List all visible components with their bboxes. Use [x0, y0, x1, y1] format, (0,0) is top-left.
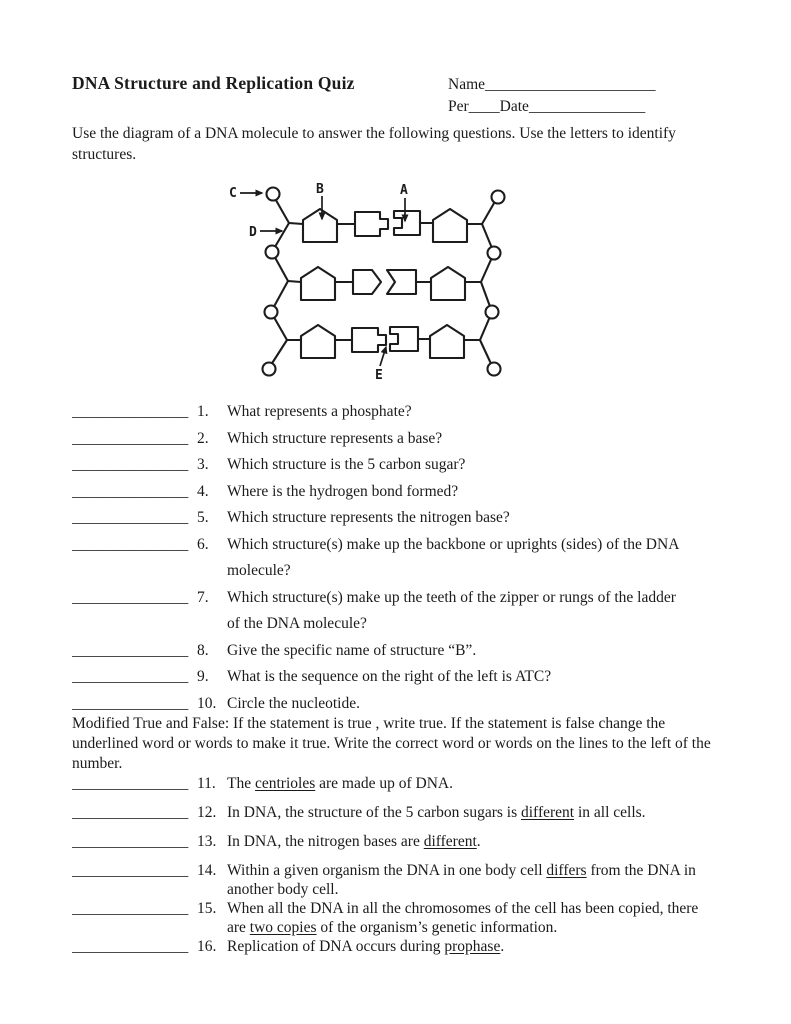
question-row	[72, 664, 734, 691]
text-segment: are made up of DNA.	[315, 775, 453, 792]
answer-blank[interactable]: _______________	[72, 862, 189, 879]
question-text-line	[227, 532, 734, 559]
phosphate-circle	[492, 191, 505, 204]
phosphate-circle	[488, 247, 501, 260]
question-row	[72, 832, 734, 852]
text-segment: in all cells.	[574, 804, 646, 821]
sugar-pentagon	[430, 325, 464, 358]
question-text	[227, 532, 734, 585]
question-row	[72, 426, 734, 453]
diagram-label-b: B	[316, 182, 324, 197]
text-segment: Where is the hydrogen bond formed?	[227, 482, 459, 500]
question-text	[227, 426, 734, 453]
sugar-pentagon	[301, 267, 335, 300]
question-text-line	[227, 832, 734, 852]
name-blank-field[interactable]: ______________________	[485, 76, 656, 93]
sugar-pentagon	[433, 209, 467, 242]
question-text	[227, 861, 734, 899]
underlined-term: different	[423, 833, 477, 850]
text-segment: Which structure represents a base?	[227, 429, 443, 447]
question-row	[72, 452, 734, 479]
tf-intro-line: number.	[72, 755, 123, 772]
underlined-term: centrioles	[254, 775, 316, 792]
question-text-line	[227, 611, 734, 638]
question-row	[72, 803, 734, 823]
nitrogen-base-tab	[355, 212, 388, 236]
text-segment: Which structure is the 5 carbon sugar?	[227, 456, 466, 473]
per-label: Per	[448, 98, 469, 115]
text-segment: Which structure(s) make up the backbone or uprights (sides) of the DNA	[227, 535, 680, 553]
question-text-line	[227, 426, 734, 453]
phosphate-circle	[265, 306, 278, 319]
answer-blank[interactable]: _______________	[72, 775, 189, 792]
question-text	[227, 452, 734, 479]
phosphate-circle	[486, 306, 499, 319]
question-number: 11.	[197, 775, 216, 792]
question-list-diagram	[72, 399, 734, 717]
text-segment: Within a given organism the DNA in one body cell	[227, 862, 547, 879]
question-text	[227, 832, 734, 852]
answer-blank[interactable]: _______________	[72, 641, 189, 659]
text-segment: from the DNA in	[586, 862, 696, 879]
text-segment: Which structure represents the nitrogen base?	[227, 509, 510, 526]
question-row	[72, 899, 734, 937]
text-segment: are	[227, 919, 250, 936]
question-text	[227, 479, 734, 506]
text-segment: Give the specific name of structure “B”.	[227, 641, 477, 659]
date-blank-field[interactable]: _______________	[528, 98, 646, 115]
question-text-line	[227, 585, 734, 612]
question-number: 1.	[197, 403, 209, 420]
diagram-label-d: D	[249, 225, 257, 240]
label-e-arrow	[380, 347, 386, 366]
question-number: 3.	[197, 456, 209, 473]
phosphate-circle	[267, 188, 280, 201]
answer-blank[interactable]: _______________	[72, 456, 189, 473]
nitrogen-base-notch	[390, 327, 418, 351]
question-text-line	[227, 479, 734, 506]
question-number: 4.	[197, 482, 209, 500]
per-date-line	[448, 96, 656, 118]
page-title: DNA Structure and Replication Quiz	[72, 73, 355, 93]
question-row	[72, 585, 734, 638]
answer-blank[interactable]: _______________	[72, 535, 189, 553]
question-number: 12.	[197, 804, 217, 821]
question-row	[72, 861, 734, 899]
nitrogen-base-chevron	[387, 270, 416, 294]
text-segment: In DNA, the nitrogen bases are	[227, 833, 424, 850]
dna-diagram	[228, 178, 508, 385]
answer-blank[interactable]: _______________	[72, 938, 189, 955]
question-row	[72, 399, 734, 426]
underlined-term: two copies	[249, 919, 317, 936]
question-text	[227, 899, 734, 937]
text-segment: Circle the nucleotide.	[227, 694, 360, 712]
true-false-instructions	[72, 714, 734, 774]
text-segment: Which structure(s) make up the teeth of the zipper or rungs of the ladder	[227, 588, 676, 606]
question-text-line	[227, 937, 734, 956]
question-text-line	[227, 880, 734, 899]
answer-blank[interactable]: _______________	[72, 804, 189, 821]
question-text	[227, 638, 734, 665]
answer-blank[interactable]: _______________	[72, 900, 189, 917]
text-segment: In DNA, the structure of the 5 carbon sugars is	[227, 804, 521, 821]
text-segment: What is the sequence on the right of the left is ATC?	[227, 668, 552, 685]
phosphate-circle	[263, 363, 276, 376]
question-number: 13.	[197, 833, 217, 850]
answer-blank[interactable]: _______________	[72, 403, 189, 420]
answer-blank[interactable]: _______________	[72, 588, 189, 606]
question-row	[72, 937, 734, 956]
question-number: 5.	[197, 509, 209, 526]
tf-intro-line: Modified True and False: If the statement is true , write true. If the statement is false change the	[72, 715, 666, 732]
underlined-term: prophase	[444, 938, 501, 955]
question-number: 8.	[197, 641, 209, 659]
sugar-pentagon	[431, 267, 465, 300]
question-text-line	[227, 861, 734, 880]
answer-blank[interactable]: _______________	[72, 694, 189, 712]
question-text-line	[227, 774, 734, 794]
question-number: 7.	[197, 588, 209, 606]
date-label: Date	[499, 98, 529, 115]
name-line	[448, 74, 656, 96]
tf-intro-line: underlined word or words to make it true. Write the correct word or words on the lines to the left of the	[72, 735, 711, 752]
answer-blank[interactable]: _______________	[72, 833, 189, 850]
nitrogen-base-arrow	[353, 270, 381, 294]
question-text-line	[227, 899, 734, 918]
question-number: 6.	[197, 535, 209, 553]
text-segment: When all the DNA in all the chromosomes of the cell has been copied, there	[227, 900, 699, 917]
phosphate-circle	[266, 246, 279, 259]
question-row	[72, 532, 734, 585]
true-false-rows	[72, 774, 734, 956]
text-segment: What represents a phosphate?	[227, 403, 412, 420]
answer-blank[interactable]: _______________	[72, 668, 189, 685]
sugar-pentagon	[301, 325, 335, 358]
nitrogen-base-tab	[352, 328, 386, 352]
text-segment: .	[500, 938, 505, 955]
underlined-term: differs	[546, 862, 587, 879]
answer-blank[interactable]: _______________	[72, 429, 189, 447]
nitrogen-base-notch	[394, 211, 420, 235]
question-text-line	[227, 558, 734, 585]
question-text	[227, 585, 734, 638]
phosphate-circle	[488, 363, 501, 376]
question-row	[72, 505, 734, 532]
diagram-label-a: A	[400, 183, 408, 198]
underlined-term: different	[521, 804, 575, 821]
text-segment: of the DNA molecule?	[227, 615, 367, 632]
question-text-line	[227, 399, 734, 426]
question-text-line	[227, 505, 734, 532]
per-blank-field[interactable]: ____	[468, 98, 500, 115]
text-segment: another body cell.	[227, 881, 339, 898]
name-block	[448, 74, 656, 118]
question-text-line	[227, 664, 734, 691]
question-text-line	[227, 918, 734, 937]
question-number: 9.	[197, 668, 209, 685]
question-row	[72, 638, 734, 665]
intro-paragraph	[72, 123, 732, 165]
text-segment: molecule?	[227, 562, 291, 579]
text-segment: Replication of DNA occurs during	[227, 938, 445, 955]
intro-line: structures.	[72, 146, 137, 163]
question-number: 10.	[197, 694, 217, 712]
text-segment: The	[227, 775, 255, 792]
true-false-section	[72, 714, 734, 956]
question-text-line	[227, 803, 734, 823]
sugar-pentagon	[303, 209, 337, 242]
diagram-label-c: C	[229, 186, 237, 201]
question-number: 15.	[197, 900, 217, 917]
question-text	[227, 505, 734, 532]
intro-line: Use the diagram of a DNA molecule to answer the following questions. Use the letters to identify	[72, 125, 676, 142]
question-text-line	[227, 638, 734, 665]
question-row	[72, 479, 734, 506]
question-number: 14.	[197, 862, 217, 879]
question-text	[227, 803, 734, 823]
question-text-line	[227, 452, 734, 479]
question-text	[227, 399, 734, 426]
diagram-label-e: E	[375, 368, 383, 383]
question-text	[227, 774, 734, 794]
text-segment: of the organism’s genetic information.	[316, 919, 558, 936]
backbone-left	[269, 195, 289, 368]
question-number: 16.	[197, 938, 217, 955]
question-row	[72, 774, 734, 794]
answer-blank[interactable]: _______________	[72, 482, 189, 500]
name-label: Name	[448, 76, 486, 93]
question-number: 2.	[197, 429, 209, 447]
question-text	[227, 937, 734, 956]
question-text	[227, 664, 734, 691]
answer-blank[interactable]: _______________	[72, 509, 189, 526]
text-segment: .	[476, 833, 481, 850]
